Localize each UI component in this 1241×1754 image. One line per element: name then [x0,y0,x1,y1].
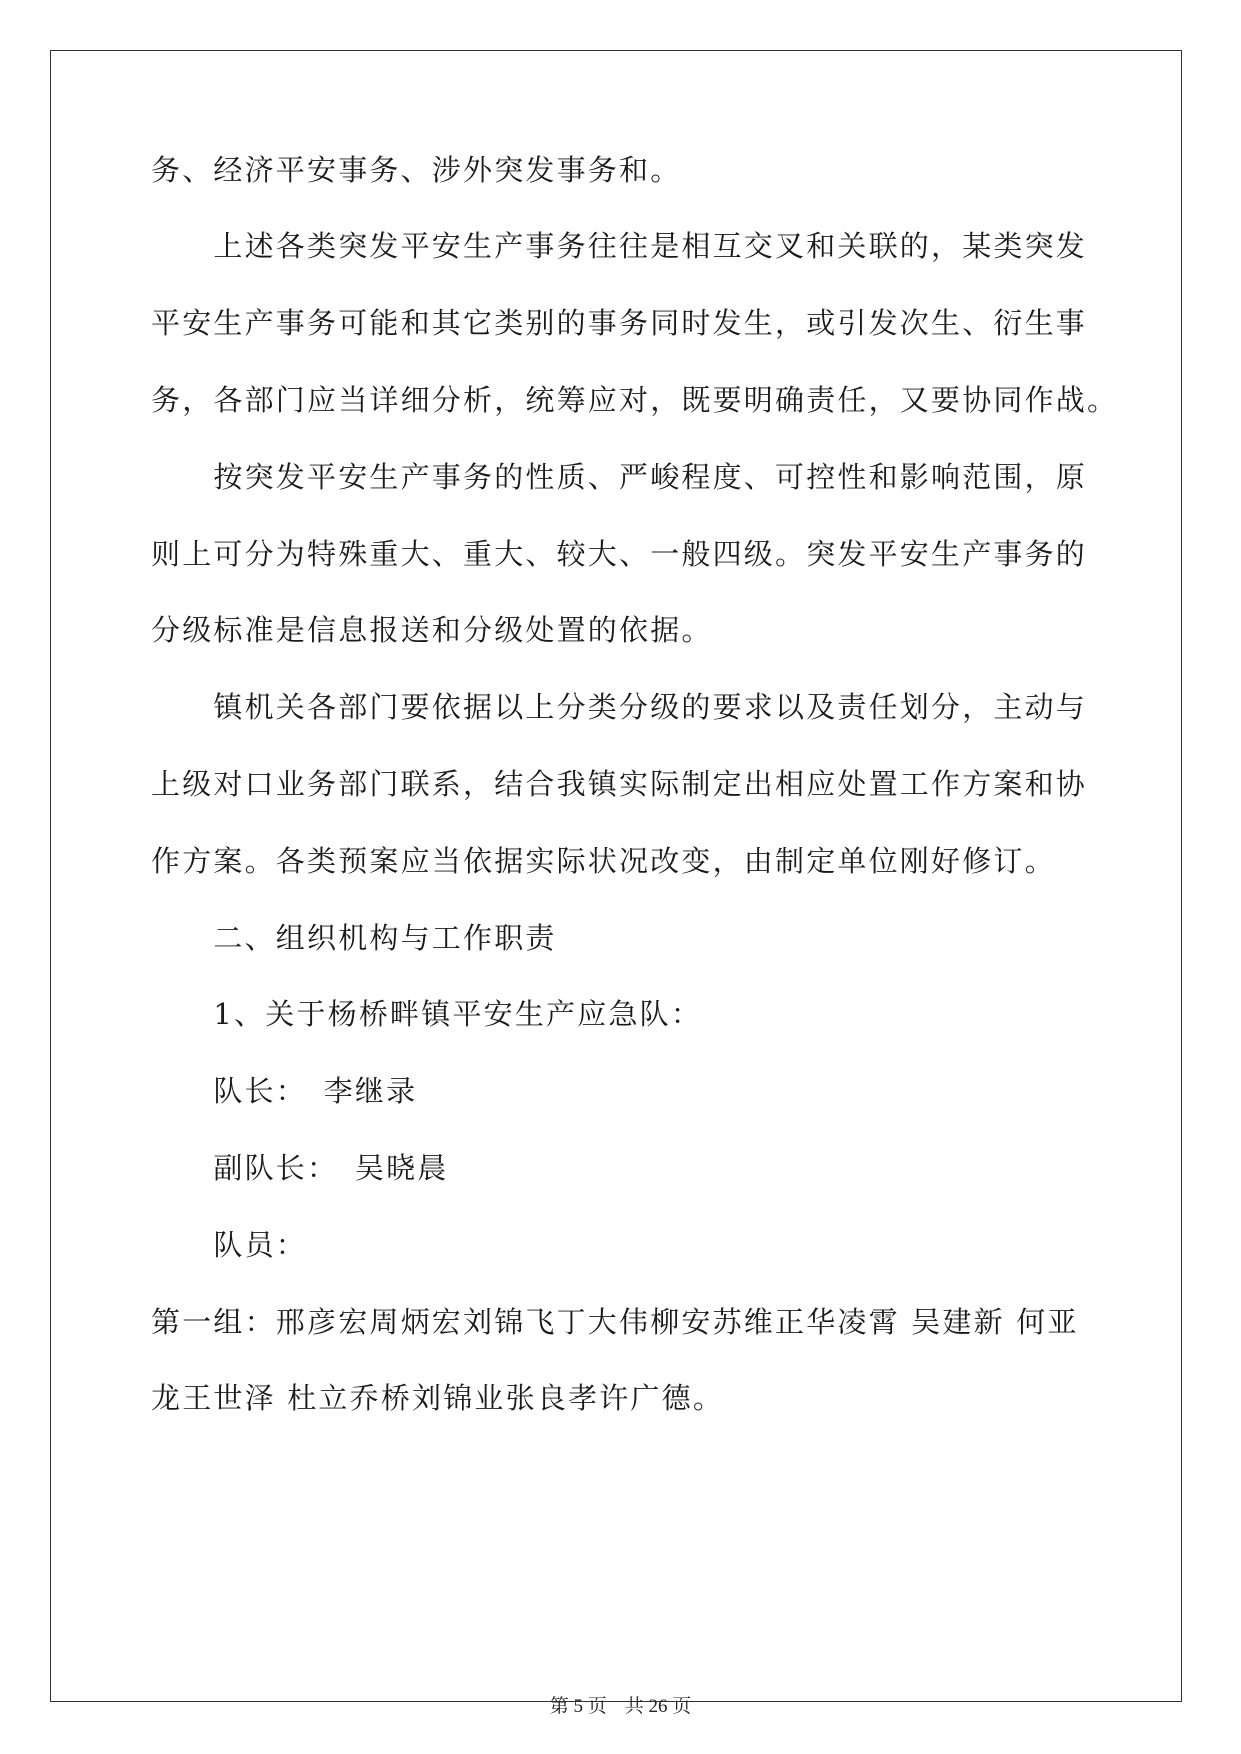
text-line: 作方案。各类预案应当依据实际状况改变，由制定单位刚好修订。 [151,844,1056,878]
members-label: 队员： [151,1228,308,1262]
group-one-line: 第一组：邢彦宏周炳宏刘锦飞丁大伟柳安苏维正华凌霄 吴建新 何亚 [151,1305,1079,1339]
team-leader-line: 队长： 李继录 [151,1074,418,1108]
text-line: 镇机关各部门要依据以上分类分级的要求以及责任划分，主动与 [151,690,1088,724]
page-footer [0,1695,1241,1719]
text-line: 上级对口业务部门联系，结合我镇实际制定出相应处置工作方案和协 [151,767,1088,801]
text-line: 务、经济平安事务、涉外突发事务和。 [151,153,682,187]
text-line: 上述各类突发平安生产事务往往是相互交叉和关联的，某类突发 [151,229,1088,263]
text-line: 务，各部门应当详细分析，统筹应对，既要明确责任，又要协同作战。 [151,383,1119,417]
page-total: 共 26 页 [624,1696,692,1717]
deputy-leader-line: 副队长： 吴晓晨 [151,1151,449,1185]
text-line: 分级标准是信息报送和分级处置的依据。 [151,613,713,647]
group-one-line: 龙王世泽 杜立乔桥刘锦业张良孝许广德。 [151,1381,725,1415]
subsection-heading: 1、关于杨桥畔镇平安生产应急队： [151,997,703,1031]
text-line: 按突发平安生产事务的性质、严峻程度、可控性和影响范围，原 [151,460,1088,494]
text-line: 则上可分为特殊重大、重大、较大、一般四级。突发平安生产事务的 [151,537,1088,571]
text-line: 平安生产事务可能和其它类别的事务同时发生，或引发次生、衍生事 [151,306,1088,340]
section-heading: 二、组织机构与工作职责 [151,921,557,955]
page-number: 第 5 页 [549,1696,607,1717]
